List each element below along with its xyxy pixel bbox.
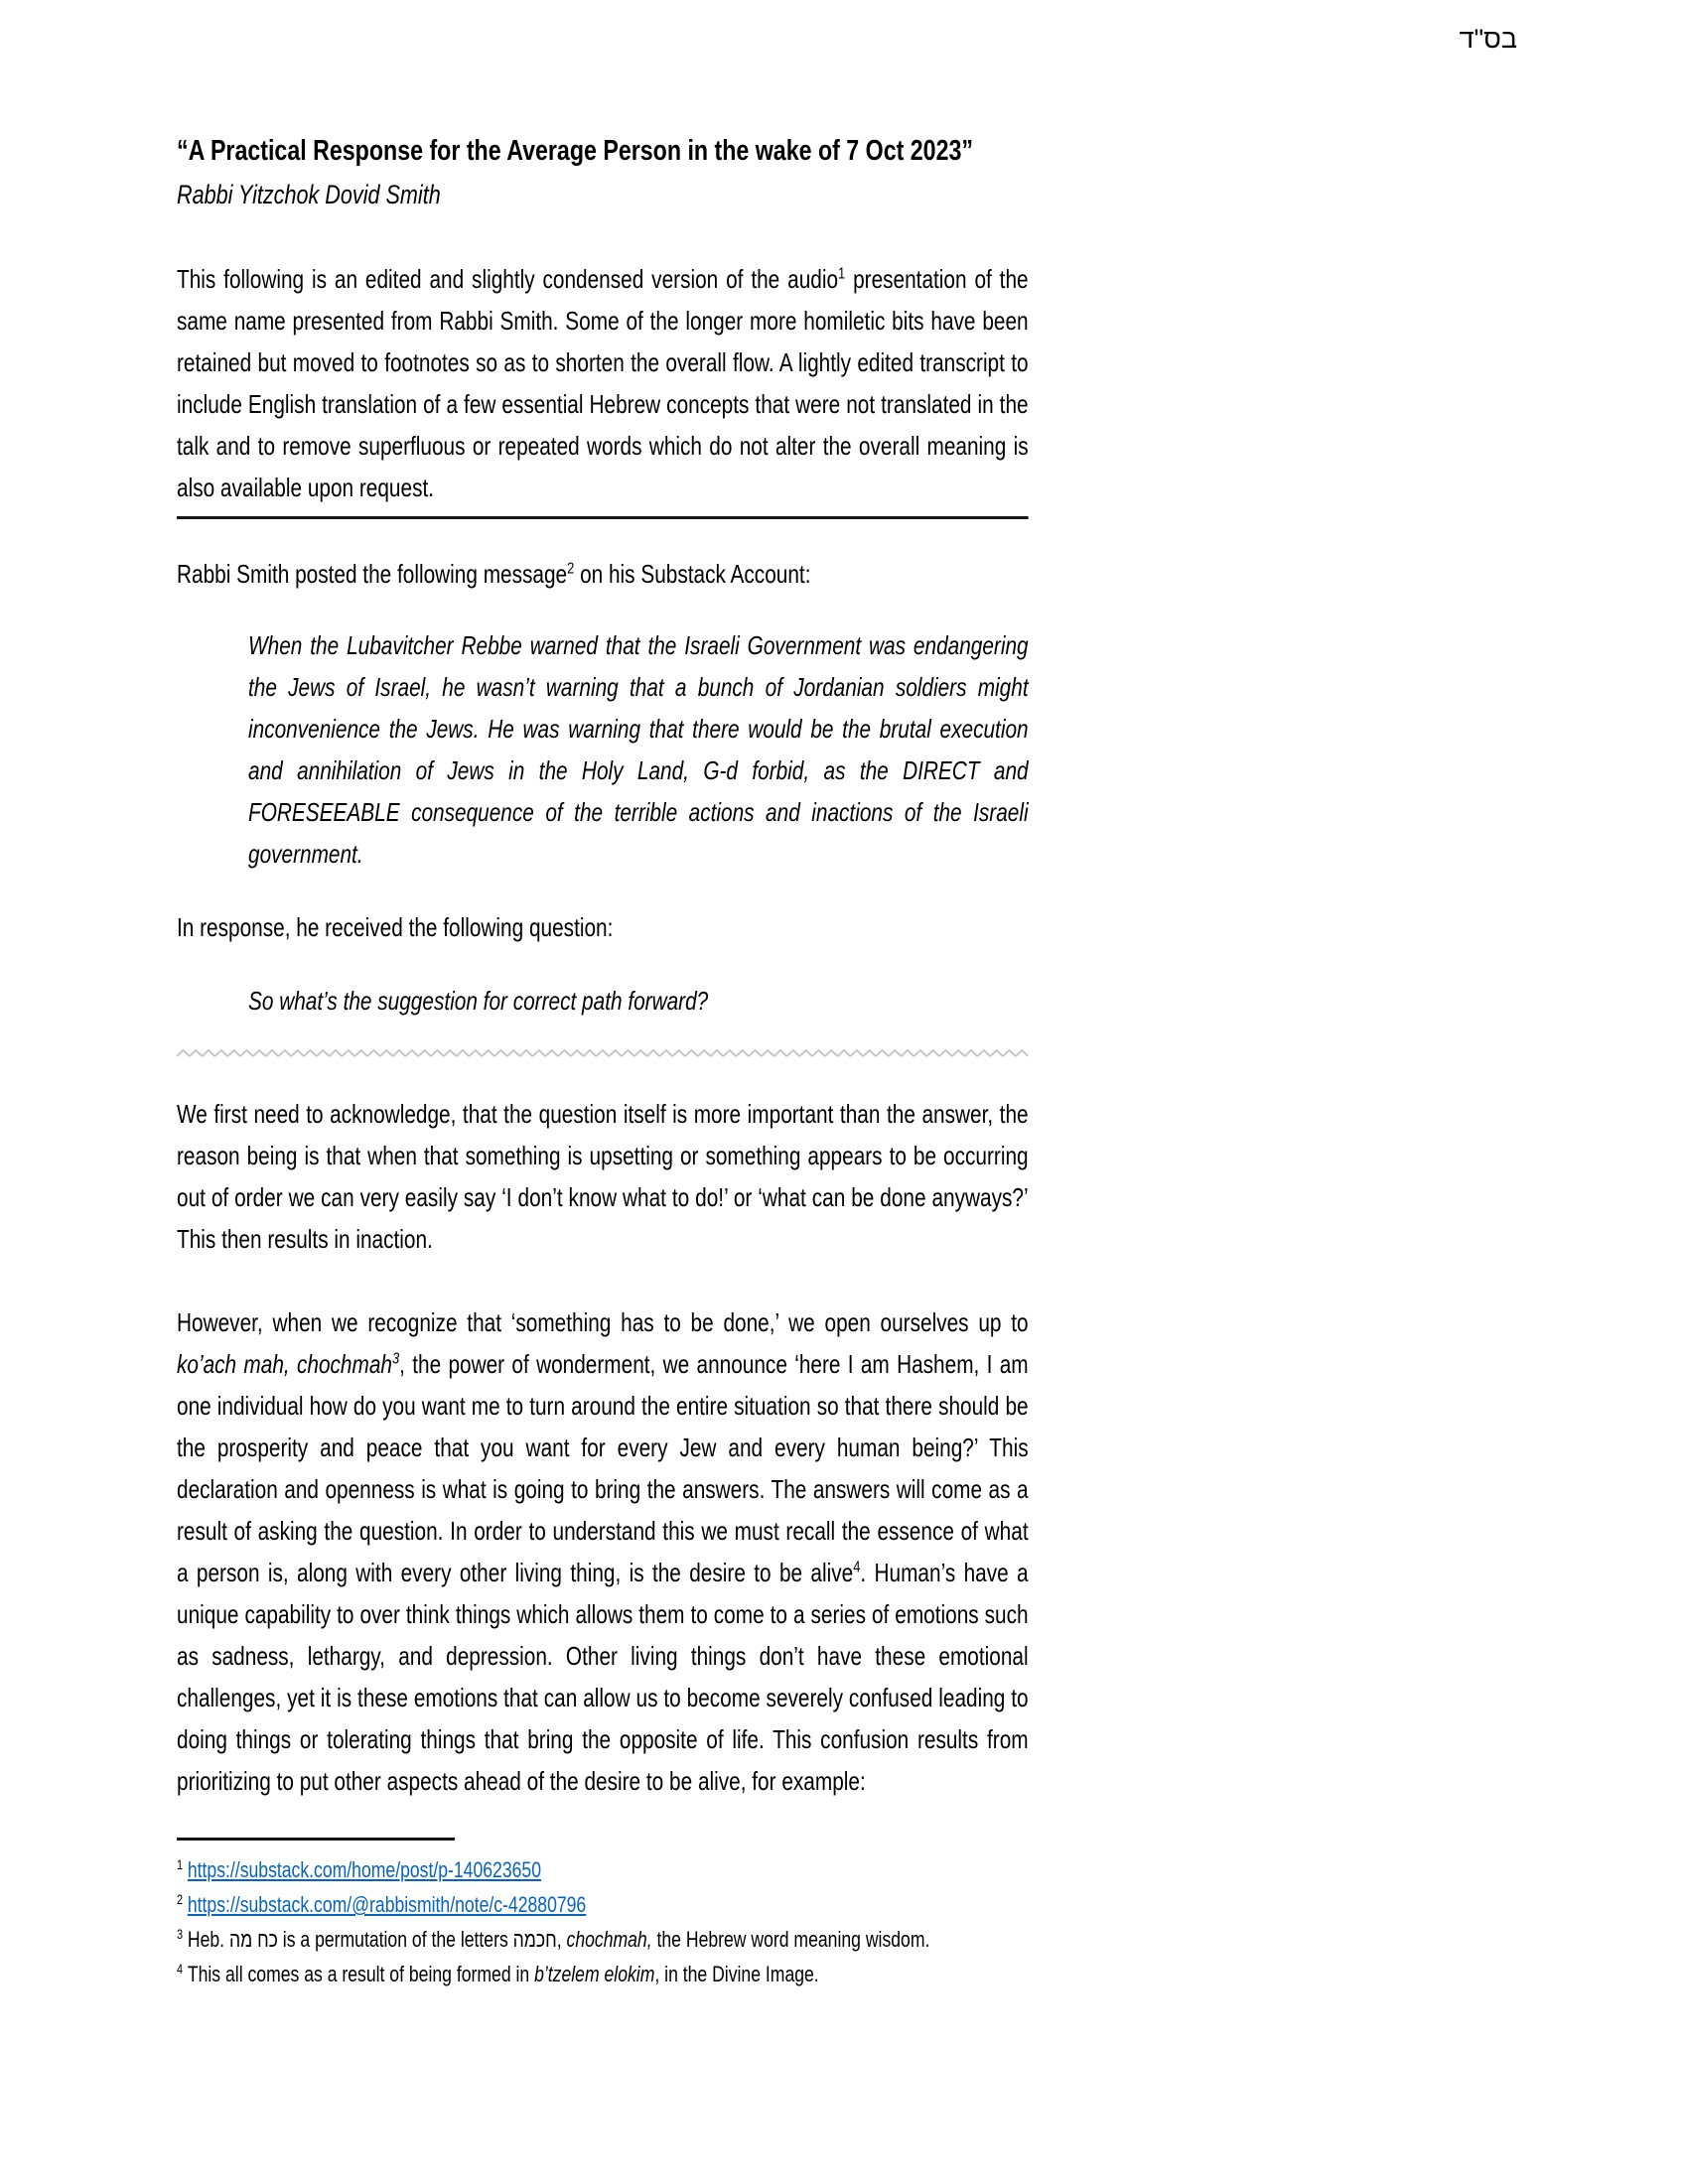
- footnote-2: [177, 1887, 1029, 1922]
- text-segment: chochmah,: [566, 1927, 652, 1952]
- footnote-separator: [177, 1838, 455, 1841]
- text-segment: This all comes as a result of being formed in: [187, 1962, 535, 1986]
- response-lead-line: In response, he received the following question:: [177, 912, 614, 942]
- text-segment: כח מה: [228, 1927, 278, 1952]
- footnote-4-text: [188, 1962, 819, 1986]
- footnote-3: [177, 1922, 1029, 1957]
- text-segment: on his Substack Account:: [574, 559, 811, 589]
- horizontal-rule: [177, 516, 1029, 519]
- text-segment: Heb.: [187, 1927, 229, 1952]
- however-paragraph: [177, 1301, 1029, 1802]
- text-segment: . Human’s have a unique capability to over think things which allows them to come to a series of emotions such as sadness, lethargy, and depression. Other living things don’t have these emotional challenges, yet it is these emotions that can allow us to become severely confused leading to doing things or tolerating things that bring the opposite of life. This confusion results from prioritizing to put other aspects ahead of the desire to be alive, for example:: [177, 1558, 1029, 1796]
- footnotes-section: [177, 1852, 1029, 1991]
- footnote-ref: 3: [391, 1349, 400, 1368]
- footnote-1: [177, 1852, 1029, 1887]
- bsd-header: בס"ד: [1459, 24, 1517, 54]
- text-segment: , the power of wonderment, we announce ‘here I am Hashem, I am one individual how do you want me to turn around the entire situation so that there should be the prosperity and peace that you want for every Jew and every human being?’ This declaration and openness is what is going to bring the answers. The answers will come as a result of asking the question. In order to understand this we must recall the essence of what a person is, along with every other living thing, is the desire to be alive: [177, 1349, 1029, 1587]
- page-title: “A Practical Response for the Average Person in the wake of 7 Oct 2023”: [177, 135, 973, 167]
- footnote-ref: 4: [853, 1558, 861, 1576]
- footnote-ref: 1: [838, 264, 846, 283]
- acknowledge-paragraph: We first need to acknowledge, that the question itself is more important than the answer, the reason being is that when that something is upsetting or something appears to be occurring out of order we can very easily say ‘I don’t know what to do!’ or ‘what can be done anyways?’ This then results in inaction.: [177, 1099, 1029, 1254]
- zigzag-divider: [177, 1047, 1029, 1059]
- text-segment: חכמה: [512, 1927, 557, 1952]
- document-content: [177, 135, 1029, 1991]
- footnote-1-marker: 1: [177, 1856, 184, 1872]
- intro-paragraph: [177, 258, 1029, 508]
- text-segment: presentation of the same name presented from Rabbi Smith. Some of the longer more homiletic bits have been retained but moved to footnotes so as to shorten the overall flow. A lightly edited transcript to include English translation of a few essential Hebrew concepts that were not translated in the talk and to remove superfluous or repeated words which do not alter the overall meaning is also available upon request.: [177, 264, 1029, 502]
- text-segment: , in the Divine Image.: [654, 1962, 819, 1986]
- question-line: So what’s the suggestion for correct path forward?: [248, 986, 709, 1016]
- text-segment: the Hebrew word meaning wisdom.: [651, 1927, 930, 1952]
- substack-lead-line: [177, 553, 1029, 595]
- author-byline: Rabbi Yitzchok Dovid Smith: [177, 180, 441, 209]
- footnote-2-link[interactable]: https://substack.com/@rabbismith/note/c-42880796: [187, 1892, 587, 1917]
- substack-quote-block: When the Lubavitcher Rebbe warned that the Israeli Government was endangering the Jews of Israel, he wasn’t warning that a bunch of Jordanian soldiers might inconvenience the Jews. He was warning that there would be the brutal execution and annihilation of Jews in the Holy Land, G-d forbid, as the DIRECT and FORESEEABLE consequence of the terrible actions and inactions of the Israeli government.: [248, 630, 1029, 869]
- text-segment: However, when we recognize that ‘something has to be done,’ we open ourselves up to: [177, 1307, 1029, 1337]
- text-segment: ko’ach mah, chochmah: [177, 1349, 392, 1379]
- footnote-3-marker: 3: [177, 1926, 184, 1942]
- text-segment: This following is an edited and slightly condensed version of the audio: [177, 264, 839, 294]
- footnote-1-link[interactable]: https://substack.com/home/post/p-140623650: [187, 1857, 541, 1882]
- footnote-2-marker: 2: [177, 1891, 184, 1907]
- footnote-ref: 2: [567, 559, 575, 578]
- text-segment: is a permutation of the letters: [277, 1927, 513, 1952]
- text-segment: b’tzelem elokim: [534, 1962, 655, 1986]
- footnote-4-marker: 4: [177, 1961, 184, 1977]
- footnote-3-text: [188, 1927, 930, 1952]
- text-segment: Rabbi Smith posted the following message: [177, 559, 568, 589]
- footnote-4: [177, 1957, 1029, 1991]
- text-segment: ,: [556, 1927, 567, 1952]
